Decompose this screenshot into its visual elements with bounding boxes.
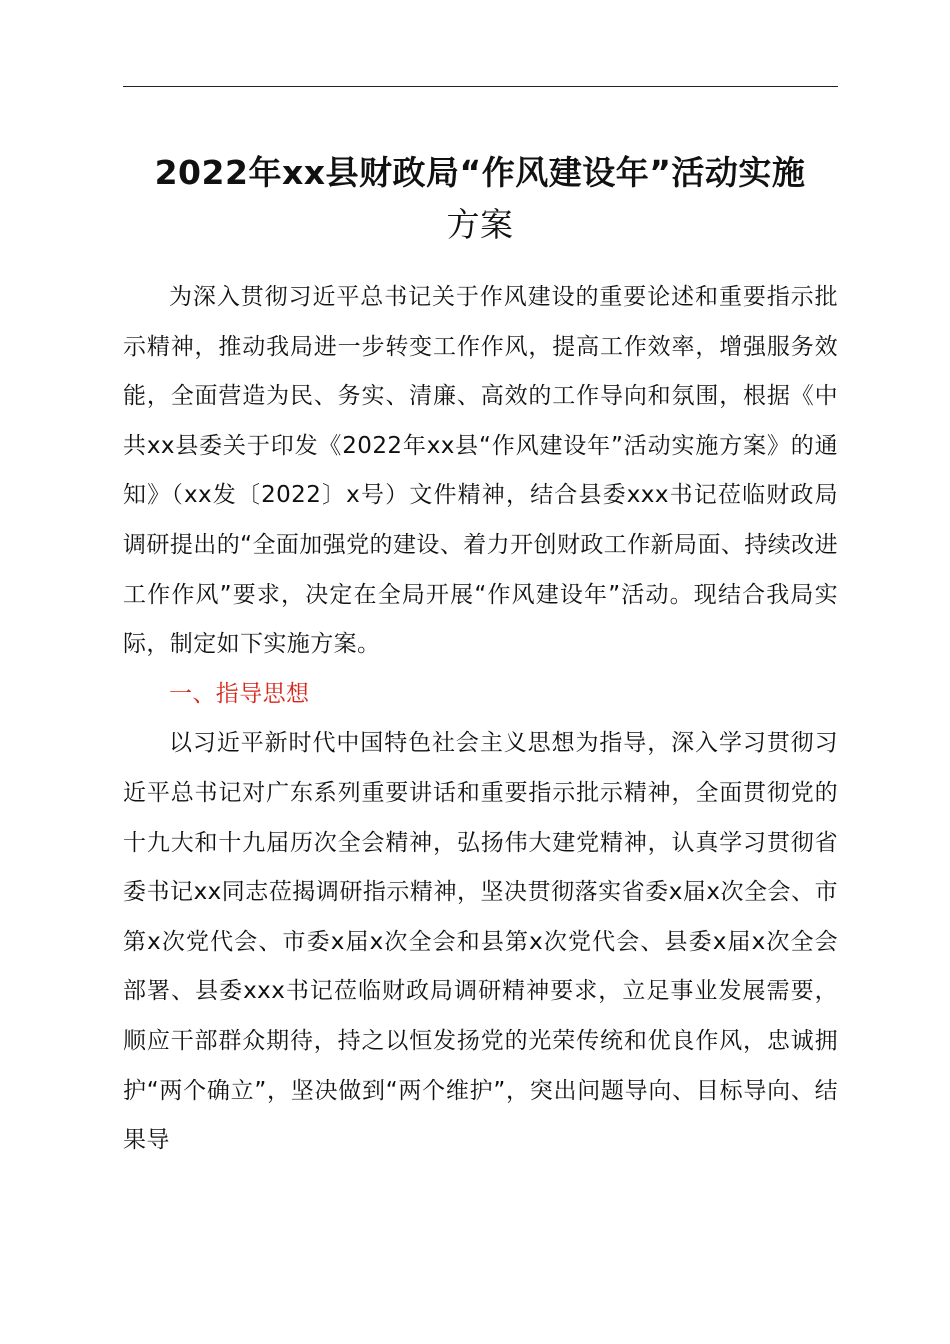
header-rule (123, 86, 838, 87)
title-line-1: 2022年xx县财政局“作风建设年”活动实施 (154, 153, 806, 192)
intro-paragraph: 为深入贯彻习近平总书记关于作风建设的重要论述和重要指示批示精神，推动我局进一步转变工作作风，提高工作效率，增强服务效能，全面营造为民、务实、清廉、高效的工作导向和氛围，根据《中共xx县委关于印发《2022年xx县“作风建设年”活动实施方案》的通知》（xx发〔2022〕x号）文件精神，结合县委xxx书记莅临财政局调研提出的“全面加强党的建设、着力开创财政工作新局面、持续改进工作作风”要求，决定在全局开展“作风建设年”活动。现结合我局实际，制定如下实施方案。 (123, 284, 838, 658)
section-1-paragraph: 以习近平新时代中国特色社会主义思想为指导，深入学习贯彻习近平总书记对广东系列重要讲话和重要指示批示精神，全面贯彻党的十九大和十九届历次全会精神，弘扬伟大建党精神，认真学习贯彻省委书记xx同志莅揭调研指示精神，坚决贯彻落实省委x届x次全会、市第x次党代会、市委x届x次全会和县第x次党代会、县委x届x次全会部署、县委xxx书记莅临财政局调研精神要求，立足事业发展需要，顺应干部群众期待，持之以恒发扬党的光荣传统和优良作风，忠诚拥护“两个确立”，坚决做到“两个维护”，突出问题导向、目标导向、结果导 (123, 730, 838, 1154)
document-title (110, 147, 850, 251)
section-heading-guiding-ideology: 一、指导思想 (169, 680, 310, 707)
title-line-2: 方案 (446, 205, 514, 244)
document-body (123, 273, 838, 1166)
